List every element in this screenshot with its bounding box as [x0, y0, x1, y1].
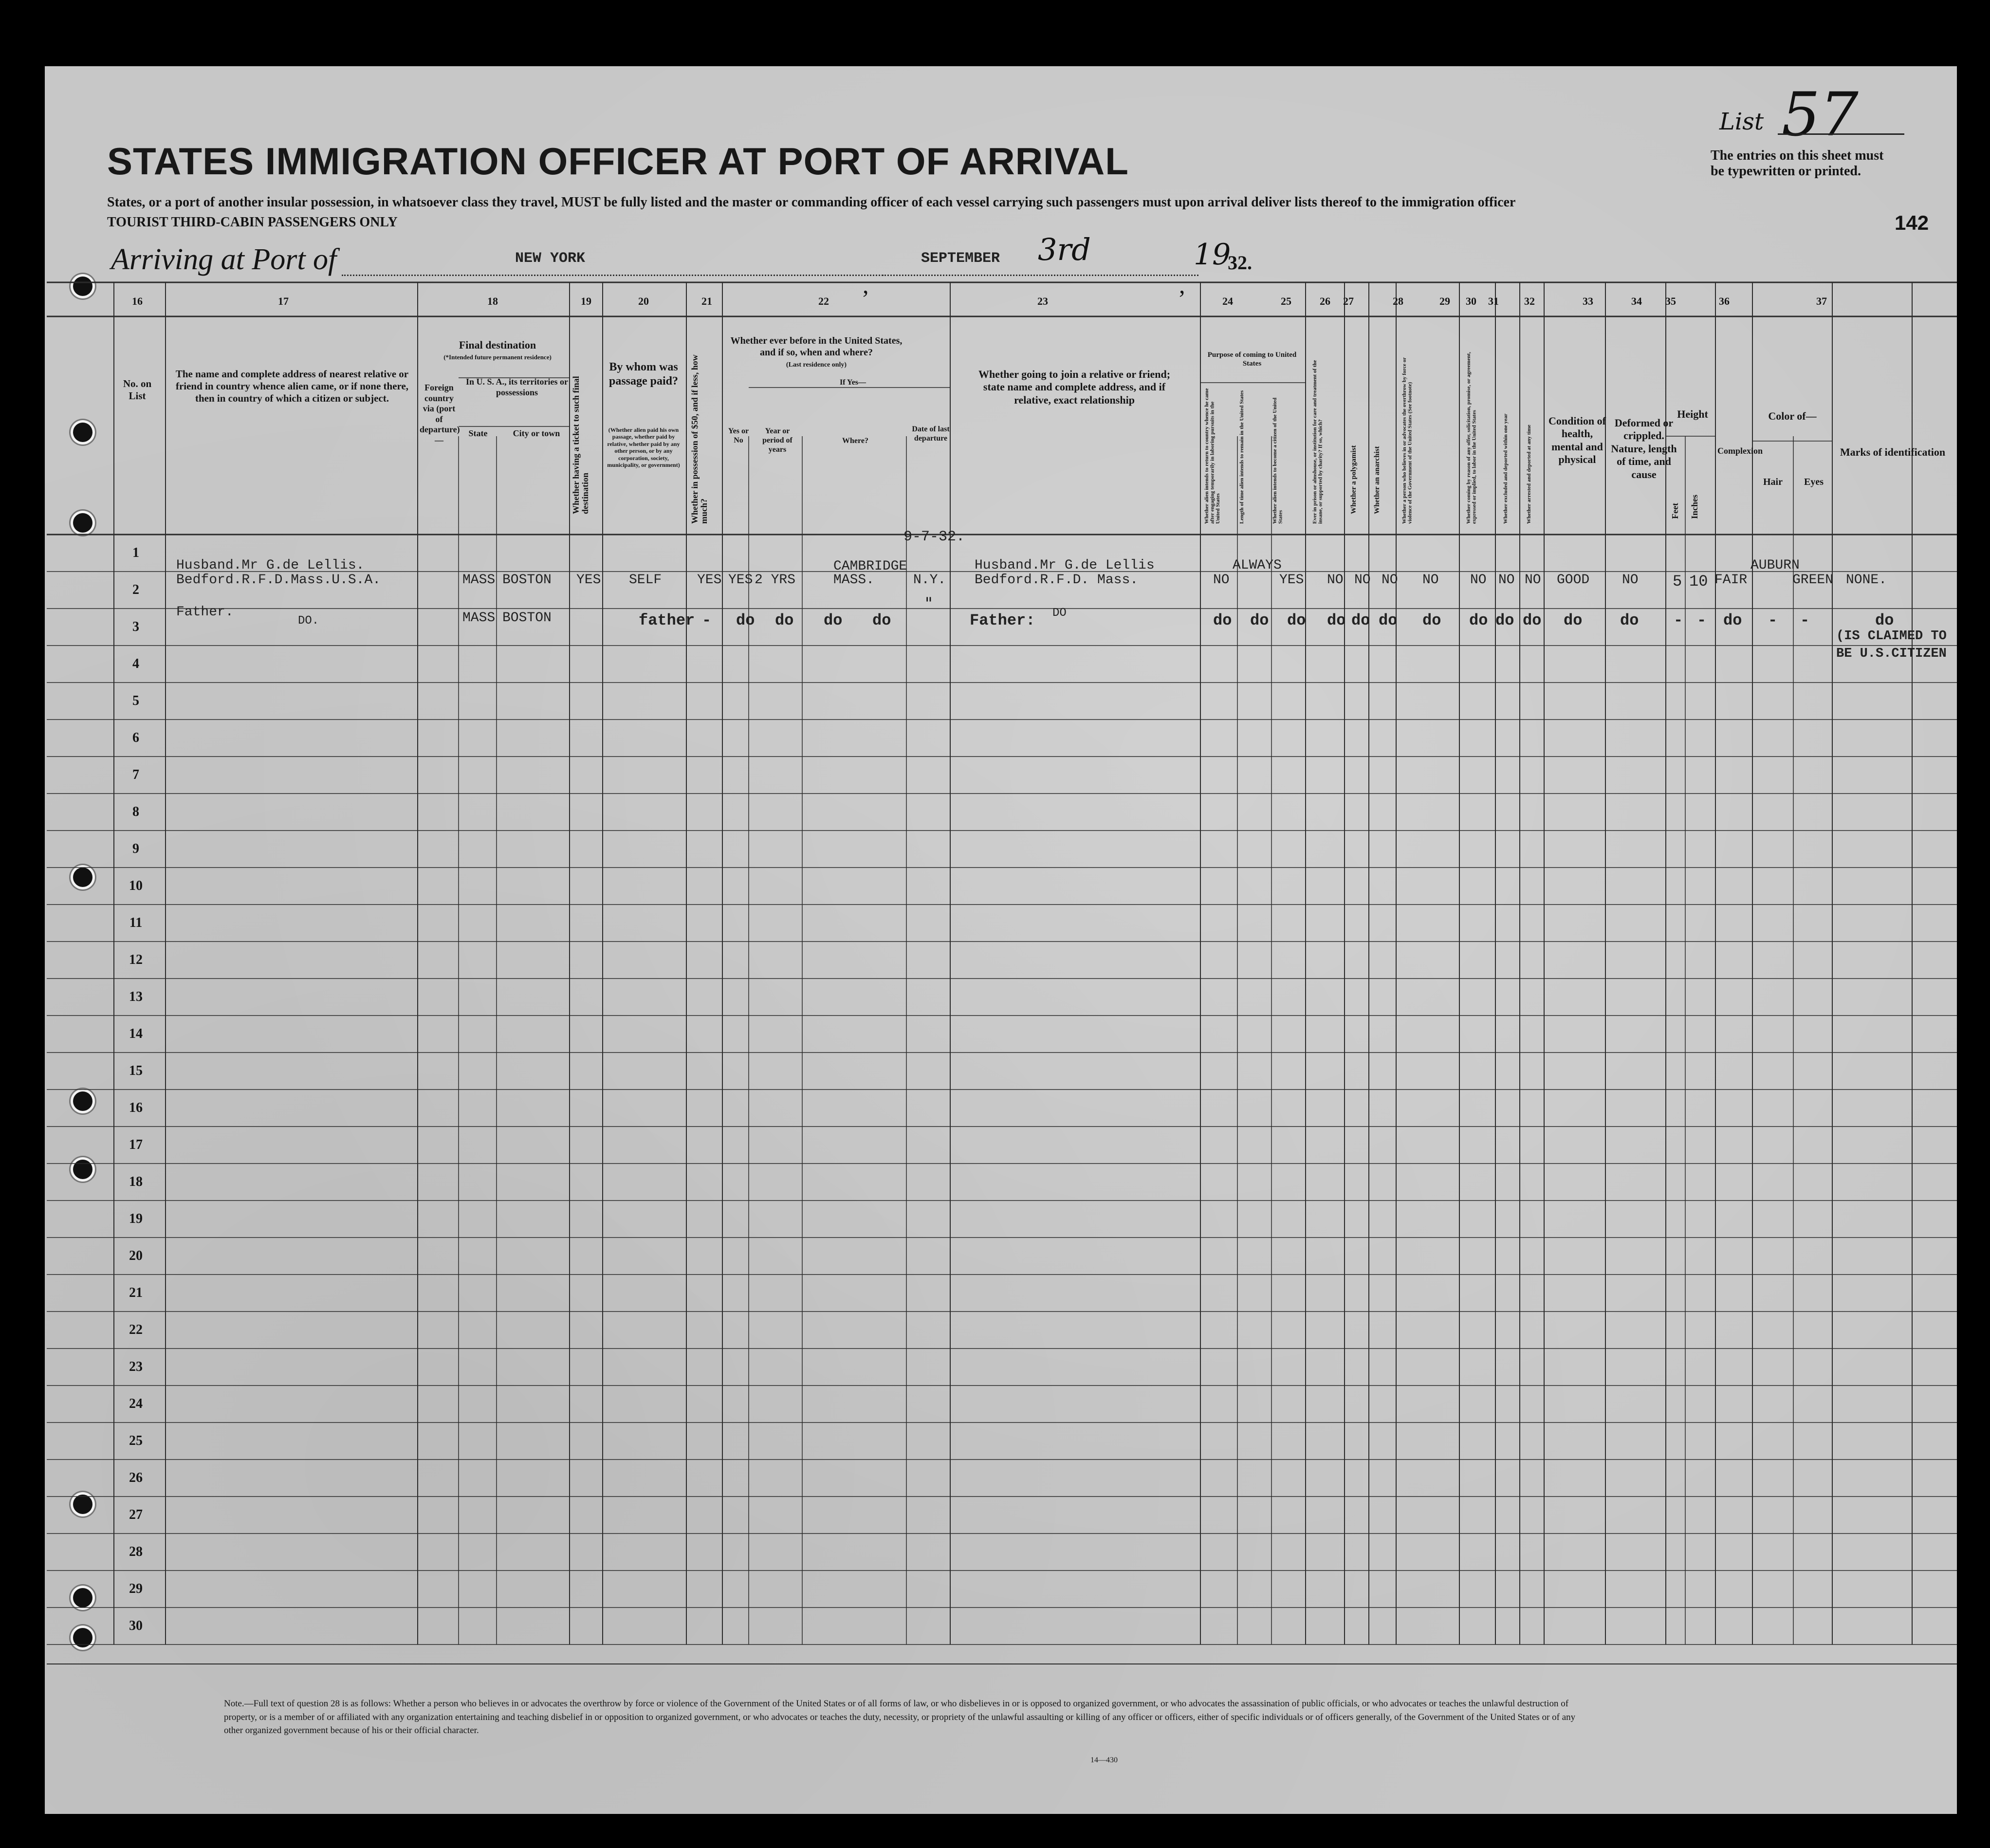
r1-purpose-c: YES: [1279, 573, 1304, 588]
entries-note-2: be typewritten or printed.: [1711, 164, 1861, 179]
col-number-27: 27: [1343, 295, 1354, 307]
col-number-37: 37: [1816, 295, 1827, 307]
row-number: 15: [129, 1063, 143, 1078]
header-city: City or town: [513, 428, 560, 438]
r1-relative-line2: Bedford.R.F.D.Mass.U.S.A.: [176, 573, 381, 588]
r1-hair: AUBURN: [1750, 558, 1800, 573]
r1-before: YES: [728, 573, 753, 588]
header-q31: Whether arrested and deported at any time: [1526, 425, 1532, 524]
manifest-table-grid: [45, 66, 1957, 1814]
col-number-23: 23: [1037, 295, 1048, 307]
r2-relative-do: DO.: [298, 614, 319, 628]
header-where: Where?: [842, 437, 868, 445]
stamp-date: 9-7-32.: [903, 529, 965, 545]
header-final-destination-note: (*Intended future permanent residence): [443, 353, 552, 361]
r2-q31: do: [1523, 611, 1542, 629]
header-prison: Ever in prison or almshouse, or institution for care and treatment of the insane, or supported by charity? If so, which?: [1312, 360, 1324, 524]
header-nearest-relative: The name and complete address of nearest relative or friend in country whence alien came, or if none there, then in country of which a citizen or subject.: [175, 368, 409, 405]
r1-where-line2: MASS.: [833, 573, 875, 588]
row-number: 29: [129, 1581, 143, 1596]
r2-complexion: do: [1723, 611, 1742, 629]
header-q28: Whether a person who believes in or advocates the overthrow by force or violence of the Government of the United States (See footnote): [1401, 357, 1413, 524]
r2-q30: do: [1495, 611, 1514, 629]
header-joining-relative: Whether going to join a relative or friend; state name and complete address, and if relative, exact relationship: [978, 368, 1171, 406]
r1-q29: NO: [1470, 573, 1487, 588]
header-height: Height: [1677, 408, 1708, 420]
r1-where-line1: CAMBRIDGE: [833, 559, 907, 574]
header-purpose-c: Whether alien intends to become a citizen of the United States: [1272, 397, 1284, 524]
row-number: 14: [129, 1026, 143, 1041]
header-ticket: Whether having a ticket to such final destination: [571, 376, 590, 514]
page-number: 142: [1895, 211, 1929, 234]
row-number: 22: [129, 1322, 143, 1337]
r2-anarchist: do: [1379, 611, 1398, 629]
page-title: STATES IMMIGRATION OFFICER AT PORT OF ARRIVAL: [107, 140, 1129, 183]
r1-prison: NO: [1327, 573, 1344, 588]
col-number-26: 26: [1320, 295, 1330, 307]
subtitle: States, or a port of another insular possession, in whatsoever class they travel, MUST be fully listed and the master or commanding officer of each vessel carrying such passengers must upon arrival deliver lists thereof to the immigration officer: [107, 195, 1516, 210]
r2-inches: -: [1697, 611, 1707, 629]
row-number: 24: [129, 1396, 143, 1411]
r2-purpose-c: do: [1287, 611, 1306, 629]
row-number: 3: [132, 619, 139, 634]
header-no-on-list: No. on List: [123, 378, 152, 402]
r2-fifty: -: [702, 611, 712, 629]
r2-date: do: [872, 611, 891, 629]
r2-hair: -: [1768, 611, 1778, 629]
header-state: State: [468, 428, 488, 438]
header-purpose-a: Whether alien intends to return to country whence he came after engaging temporarily in laboring pursuits in the United States: [1204, 388, 1221, 524]
r1-date: N.Y.: [913, 573, 946, 588]
header-hair: Hair: [1763, 477, 1783, 487]
r2-health: do: [1564, 611, 1583, 629]
arrival-day: 3rd: [1038, 232, 1091, 267]
row-number: 11: [129, 915, 143, 930]
r1-eyes: GREEN: [1792, 573, 1834, 588]
r2-state: MASS: [462, 610, 496, 626]
col-number-28: 28: [1393, 295, 1403, 307]
port-name: NEW YORK: [515, 250, 586, 267]
header-fifty-dollars: Whether in possession of $50, and if less, how much?: [690, 354, 709, 524]
col-number-16: 16: [132, 295, 143, 307]
r2-join-do: DO: [1052, 607, 1067, 620]
col-number-34: 34: [1631, 295, 1642, 307]
header-complexion: Complexion: [1717, 446, 1763, 456]
r1-feet: 5: [1673, 573, 1682, 591]
header-year-period: Year or period of years: [762, 427, 792, 454]
footer-note: Note.—Full text of question 28 is as follows: Whether a person who believes in or advocates the overthrow by force or violence of the Government of the United States or of all forms of law, or who disbelieves in or is opposed to organized government, or who advocates the assassination of public officials, or who advocates or teaches the unlawful destruction of property, or is a member of or affiliated with any organization entertaining and teaching disbelief in or opposition to organized government, or who advocates or teaches the duty, necessity, or propriety of the unlawful assaulting or killing of any officer or officers, either of specific individuals or of officers generally, of the Government of the United States or of any other organized government because of his or their official character.: [224, 1699, 1576, 1736]
r1-q30: NO: [1498, 573, 1515, 588]
entries-note-1: The entries on this sheet must: [1711, 148, 1884, 163]
arrival-year-prefix: 19: [1194, 238, 1231, 272]
arrival-month: SEPTEMBER: [921, 250, 1000, 267]
r2-before: do: [736, 611, 755, 629]
r1-years: 2 YRS: [755, 573, 796, 588]
r1-city: BOSTON: [502, 573, 552, 588]
row-number: 18: [129, 1174, 143, 1189]
r2-polygamist: do: [1351, 611, 1370, 629]
header-final-destination: Final destination: [459, 339, 536, 351]
row-number: 20: [129, 1248, 143, 1263]
row-number: 6: [132, 730, 139, 745]
r2-marks: do: [1875, 611, 1894, 629]
form-number: 14—430: [1090, 1756, 1118, 1764]
r1-purpose-always: ALWAYS: [1233, 558, 1282, 573]
header-last-residence: (Last residence only): [786, 361, 847, 369]
header-purpose-b: Length of time alien intends to remain in the United States: [1239, 390, 1245, 524]
r2-q29: do: [1469, 611, 1488, 629]
r1-join-line1: Husband.Mr G.de Lellis: [975, 558, 1155, 573]
row-number: 30: [129, 1618, 143, 1633]
header-by-whom-note: (Whether alien paid his own passage, whether paid by relative, whether paid by any other person, or by any corporation, society, municipality, or government): [607, 426, 680, 468]
r2-eyes: -: [1800, 611, 1810, 629]
header-color-of: Color of—: [1768, 410, 1817, 422]
header-date-last-departure: Date of last departure: [912, 425, 950, 443]
list-label: List: [1719, 108, 1764, 135]
header-inches: Inches: [1690, 494, 1699, 519]
r3-marks-line2: BE U.S.CITIZEN: [1836, 647, 1947, 661]
row-number: 17: [129, 1137, 143, 1152]
cabin-class: TOURIST THIRD-CABIN PASSENGERS ONLY: [107, 215, 398, 230]
r2-date-ditto: ": [925, 594, 933, 613]
r1-relative-line1: Husband.Mr G.de Lellis.: [176, 558, 365, 573]
r2-join: Father:: [970, 611, 1035, 629]
r2-purpose-b: do: [1250, 611, 1269, 629]
row-number: 26: [129, 1470, 143, 1485]
header-purpose: Purpose of coming to United States: [1207, 351, 1297, 368]
row-number: 1: [132, 545, 139, 560]
row-number: 27: [129, 1507, 143, 1522]
header-foreign-country: Foreign country via (port of departure)—: [420, 383, 460, 445]
row-number: 5: [132, 693, 139, 708]
r1-q31: NO: [1525, 573, 1541, 588]
r2-prison: do: [1327, 611, 1346, 629]
header-condition: Condition of health, mental and physical: [1548, 415, 1606, 466]
r1-purpose-a: NO: [1213, 573, 1230, 588]
header-by-whom: By whom was passage paid?: [608, 361, 679, 388]
row-number: 2: [132, 582, 139, 597]
header-q30: Whether excluded and deported within one year: [1503, 413, 1509, 524]
col-number-22: 22: [818, 295, 829, 307]
r1-state: MASS: [462, 573, 496, 588]
r2-purpose-a: do: [1213, 611, 1232, 629]
row-number: 4: [132, 656, 139, 671]
list-number: 57: [1782, 80, 1859, 150]
arriving-label: Arriving at Port of: [111, 243, 337, 276]
manifest-sheet: STATES IMMIGRATION OFFICER AT PORT OF ARRIVAL States, or a port of another insular possession, in whatsoever class they travel, MUST be fully listed and the master or commanding officer of each vessel carrying such passengers must upon arrival deliver lists thereof to the immigration officer TOURIST THIRD-CABIN PASSENGERS ONLY List 57 The entries on this sheet must be typewritten or printed. 142 Arriving at Port of , NEW YORK SEPTEMBER 3rd , 19 32. 16 17 18 19 20 21 22 23 24 25 26 27 28 29 30 31 32 33 34 35 36 37 No. on List The name and complete address of nearest relative or friend in country whence alien came, or if none there, then in country of which a citizen or subject. Final destination (*Intended future permanent residence) Foreign country via (port of departure)— In U. S. A., its territories or possessions State City or town Whether having a ticket to such final destination By whom was passage paid? (Whether alien paid his own passage, whether paid by relative, whether paid by any other person, or by any corporation, society, municipality, or government) Whether in possession of $50, and if less, how much? Whether ever before in the United States, and if so, when and where? (Last residence only) If Yes— Yes or No Year or period of years Where? Date of last departure Whether going to join a relative or friend; state name and complete address, and if relative, exact relationship Purpose of coming to United States Whether alien intends to return to country whence he came after engaging temporarily in laboring pursuits in the United States Length of time alien intends to remain in the United States Whether alien intends to become a citizen of the United States Ever in prison or almshouse, or institution for care and treatment of the insane, or supported by charity? If so, which? Whether a polygamist Whether an anarchist Whether a person who believes in or advocates the overthrow by force or violence of the Government of the United States (See footnote) Whether coming by reason of any offer, solicitation, promise, or agreement, expressed or implied, to labor in the United States Whether excluded and deported within one year Whether arrested and deported at any time Condition of health, mental and physical Deformed or crippled. Nature, length of time, and cause Height Feet Inches Complexion Color of— Hair Eyes Marks of identification 1 2 3 4 5 6 7 8 9 10 11 12 13 14 15 16 17 18 19 20 21 22 23 24 25 26 27 28 29 30 9-7-32. Husband.Mr G.de Lellis. Bedford.R.F.D.Mass.U.S.A. MASS BOSTON YES SELF YES YES 2 YRS CAMBRIDGE MASS. N.Y. Husband.Mr G.de Lellis Bedford.R.F.D. Mass. ALWAYS NO YES NO NO NO NO NO NO NO GOOD NO 5 10 FAIR AUBURN GREEN NONE. Father. DO. MASS BOSTON father - do do do do " Father: DO do do do do do do do do do do do do - - do - - do (IS CLAIMED TO BE U.S.CITIZEN Note.—Full text of question 28 is as follows: Whether a person who believes in or advocates the overthrow by force or violence of the Government of the United States or of all forms of law, or who disbelieves in or is opposed to organized government, or who advocates the assassination of public officials, or who advocates or teaches the unlawful destruction of property, or is a member of or affiliated with any organization entertaining and teaching disbelief in or opposition to organized government, or who advocates or teaches the duty, necessity, or propriety of the unlawful assaulting or killing of any officer or officers, either of specific individuals or of officers generally, of the Government of the United States or of any other organized government because of his or their official character. 14—430: [45, 66, 1957, 1814]
r2-relative: Father.: [176, 605, 234, 620]
row-number: 7: [132, 767, 139, 782]
row-number: 10: [129, 878, 143, 893]
header-feet: Feet: [1670, 503, 1680, 519]
r1-deformed: NO: [1622, 573, 1639, 588]
r3-marks-line1: (IS CLAIMED TO: [1836, 629, 1947, 644]
header-yes-or-no: Yes or No: [728, 427, 749, 445]
r1-paid-by: SELF: [629, 573, 662, 588]
col-number-31: 31: [1488, 295, 1499, 307]
row-number: 23: [129, 1359, 143, 1374]
col-number-19: 19: [581, 295, 591, 307]
header-eyes: Eyes: [1804, 477, 1824, 487]
r1-anarchist: NO: [1382, 573, 1398, 588]
header-ever-before: Whether ever before in the United States, and if so, when and where?: [730, 335, 903, 358]
r2-deformed: do: [1620, 611, 1639, 629]
r1-inches: 10: [1689, 573, 1708, 591]
header-q29: Whether coming by reason of any offer, solicitation, promise, or agreement, expressed or implied, to labor in the United States: [1466, 352, 1477, 524]
col-number-35: 35: [1665, 295, 1676, 307]
header-anarchist: Whether an anarchist: [1373, 446, 1381, 514]
r1-polygamist: NO: [1354, 573, 1371, 588]
col-number-29: 29: [1439, 295, 1450, 307]
r1-complexion: FAIR: [1714, 573, 1748, 588]
r2-where: do: [824, 611, 843, 629]
header-polygamist: Whether a polygamist: [1350, 445, 1358, 514]
row-number: 19: [129, 1211, 143, 1226]
arrival-year-suffix: 32.: [1228, 252, 1252, 274]
r1-fifty: YES: [697, 573, 722, 588]
r2-paid-by: father: [639, 611, 695, 629]
row-number: 13: [129, 989, 143, 1004]
col-number-20: 20: [638, 295, 649, 307]
row-number: 16: [129, 1100, 143, 1115]
header-marks: Marks of identification: [1840, 446, 1946, 458]
col-number-33: 33: [1583, 295, 1593, 307]
col-number-32: 32: [1524, 295, 1535, 307]
header-in-usa: In U. S. A., its territories or possessions: [466, 377, 568, 397]
col-number-21: 21: [701, 295, 712, 307]
header-if-yes: If Yes—: [839, 378, 866, 387]
col-number-18: 18: [487, 295, 498, 307]
header-deformed: Deformed or crippled. Nature, length of time, and cause: [1611, 417, 1677, 480]
col-number-36: 36: [1719, 295, 1730, 307]
r1-join-line2: Bedford.R.F.D. Mass.: [975, 573, 1139, 588]
r1-marks: NONE.: [1846, 573, 1887, 588]
r2-years: do: [775, 611, 794, 629]
row-number: 12: [129, 952, 143, 967]
r2-city: BOSTON: [502, 610, 552, 626]
r1-ticket: YES: [576, 573, 601, 588]
col-number-17: 17: [278, 295, 289, 307]
r2-feet: -: [1674, 611, 1683, 629]
row-number: 9: [132, 841, 139, 856]
r2-q28: do: [1422, 611, 1441, 629]
row-number: 8: [132, 804, 139, 819]
row-number: 25: [129, 1433, 143, 1448]
row-number: 21: [129, 1285, 143, 1300]
r1-health: GOOD: [1557, 573, 1590, 588]
row-number: 28: [129, 1544, 143, 1559]
col-number-30: 30: [1466, 295, 1476, 307]
col-number-24: 24: [1222, 295, 1233, 307]
col-number-25: 25: [1281, 295, 1291, 307]
r1-q28: NO: [1422, 573, 1439, 588]
